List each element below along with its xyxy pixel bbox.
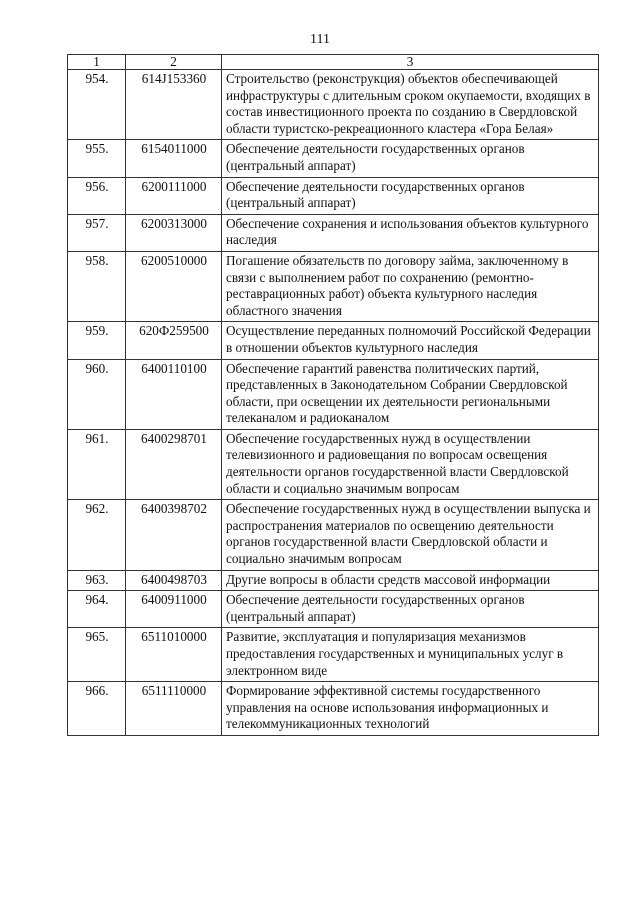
row-description: Обеспечение деятельности государственных органов (центральный аппарат): [222, 177, 599, 214]
row-description: Обеспечение сохранения и использования объектов культурного наследия: [222, 214, 599, 251]
row-description: Обеспечение государственных нужд в осуществлении телевизионного и радиовещания по вопросам освещения деятельности органов государственной власти Свердловской области и социально значимым вопросам: [222, 429, 599, 499]
row-number: 959.: [68, 322, 126, 359]
table-row: [68, 214, 599, 251]
row-number: 954.: [68, 70, 126, 140]
row-description: Строительство (реконструкция) объектов обеспечивающей инфраструктуры с длительным сроком окупаемости, входящих в состав инвестиционного проекта по созданию в Свердловской области туристско-рекреационного кластера «Гора Белая»: [222, 70, 599, 140]
row-code: 6154011000: [126, 140, 222, 177]
row-description: Другие вопросы в области средств массовой информации: [222, 570, 599, 591]
row-number: 964.: [68, 591, 126, 628]
column-header-2: 2: [126, 55, 222, 70]
table-row: [68, 140, 599, 177]
table-row: [68, 628, 599, 682]
row-description: Обеспечение деятельности государственных органов (центральный аппарат): [222, 591, 599, 628]
table-row: [68, 359, 599, 429]
row-description: Обеспечение деятельности государственных органов (центральный аппарат): [222, 140, 599, 177]
row-code: 6511010000: [126, 628, 222, 682]
row-description: Обеспечение государственных нужд в осуществлении выпуска и распространения материалов по освещению деятельности органов государственной власти Свердловской области и социально значимым вопросам: [222, 500, 599, 570]
row-code: 6200510000: [126, 251, 222, 321]
row-code: 6511110000: [126, 682, 222, 736]
table-row: [68, 322, 599, 359]
row-number: 955.: [68, 140, 126, 177]
table-row: [68, 500, 599, 570]
row-code: 6400298701: [126, 429, 222, 499]
table-row: [68, 591, 599, 628]
table-row: [68, 682, 599, 736]
column-header-3: 3: [222, 55, 599, 70]
column-header-1: 1: [68, 55, 126, 70]
row-number: 965.: [68, 628, 126, 682]
row-code: 620Ф259500: [126, 322, 222, 359]
row-number: 957.: [68, 214, 126, 251]
page-number: 111: [310, 32, 330, 47]
row-code: 614J153360: [126, 70, 222, 140]
row-number: 961.: [68, 429, 126, 499]
row-code: 6200313000: [126, 214, 222, 251]
table-header-row: [68, 55, 599, 70]
row-code: 6400911000: [126, 591, 222, 628]
row-description: Погашение обязательств по договору займа, заключенному в связи с выполнением работ по сохранению (ремонтно-реставрационных работ) объекта культурного наследия областного значения: [222, 251, 599, 321]
row-description: Развитие, эксплуатация и популяризация механизмов предоставления государственных и муниципальных услуг в электронном виде: [222, 628, 599, 682]
row-number: 956.: [68, 177, 126, 214]
row-code: 6400498703: [126, 570, 222, 591]
table-row: [68, 570, 599, 591]
row-code: 6400110100: [126, 359, 222, 429]
row-number: 966.: [68, 682, 126, 736]
row-number: 963.: [68, 570, 126, 591]
row-description: Осуществление переданных полномочий Российской Федерации в отношении объектов культурного наследия: [222, 322, 599, 359]
budget-codes-table: [67, 54, 599, 736]
table-row: [68, 429, 599, 499]
row-code: 6200111000: [126, 177, 222, 214]
table-row: [68, 70, 599, 140]
row-code: 6400398702: [126, 500, 222, 570]
row-number: 962.: [68, 500, 126, 570]
row-number: 958.: [68, 251, 126, 321]
row-description: Обеспечение гарантий равенства политических партий, представленных в Законодательном Собрании Свердловской области, при освещении их деятельности региональными телеканалом и радиоканалом: [222, 359, 599, 429]
table-row: [68, 177, 599, 214]
row-description: Формирование эффективной системы государственного управления на основе использования информационных и телекоммуникационных технологий: [222, 682, 599, 736]
table-row: [68, 251, 599, 321]
row-number: 960.: [68, 359, 126, 429]
